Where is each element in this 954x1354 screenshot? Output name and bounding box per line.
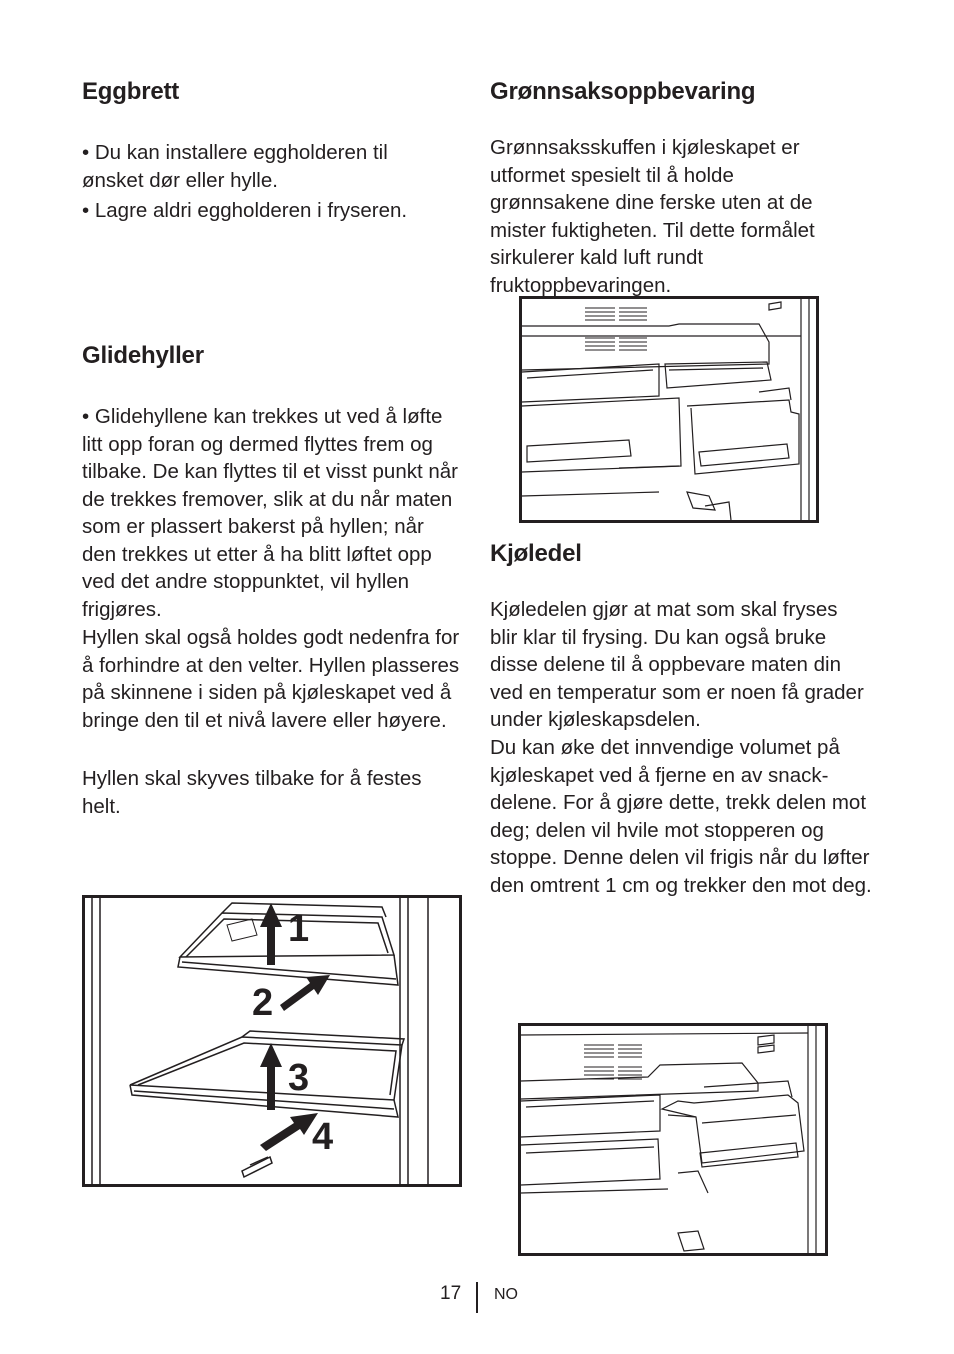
page-number: 17 <box>440 1283 462 1304</box>
kjoledel-paragraph-2: Du kan øke det innvendige volumet på kjøleskapet ved å fjerne en av snack-delene. For å gjøre dette, trekk delen mot deg; delen vil hvile mot stopperen og stoppe. Denne delen vil frigis når du løfter den omtrent 1 cm og trekker den mot deg. <box>490 736 872 897</box>
heading-eggbrett: Eggbrett <box>82 78 180 105</box>
kjoledel-paragraph-1: Kjøledelen gjør at mat som skal fryses blir klar til frysing. Du kan også bruke disse delene til å oppbevare maten din ved en temperatur som er noen få grader under kjøleskapsdelen. <box>490 598 864 731</box>
vegetable-crisper-illustration <box>519 296 819 523</box>
glidehyller-paragraph-3: Hyllen skal skyves tilbake for å festes helt. <box>82 767 422 818</box>
heading-kjoledel: Kjøledel <box>490 540 582 567</box>
shelf-figure-label-1: 1 <box>288 908 310 950</box>
eggbrett-bullet-1: • Du kan installere eggholderen til ønsket dør eller hylle. <box>82 141 388 192</box>
sliding-shelf-illustration <box>82 895 462 1187</box>
shelf-figure-label-2: 2 <box>252 982 274 1024</box>
glidehyller-paragraph-1: • Glidehyllene kan trekkes ut ved å løfte litt opp foran og dermed flyttes frem og tilbake. De kan flyttes til et visst punkt når de trekkes fremover, slik at du når maten som er plassert bakerst på hyllen; når den trekkes ut etter å ha blitt løftet opp ved det andre stoppunktet, vil hyllen frigjøres. <box>82 405 458 621</box>
shelf-figure-label-3: 3 <box>288 1057 310 1099</box>
gronnsak-paragraph: Grønnsaksskuffen i kjøleskapet er utformet spesielt til å holde grønnsakene dine ferske uten at de mister fuktigheten. Til dette formålet sirkulerer kald luft rundt fruktoppbevaringen. <box>490 136 815 297</box>
eggbrett-bullet-2: • Lagre aldri eggholderen i fryseren. <box>82 199 408 222</box>
chiller-drawer-illustration <box>518 1023 828 1256</box>
footer-divider <box>476 1282 478 1313</box>
shelf-figure-label-4: 4 <box>312 1116 334 1158</box>
heading-glidehyller: Glidehyller <box>82 342 204 369</box>
glidehyller-paragraph-2: Hyllen skal også holdes godt nedenfra for å forhindre at den velter. Hyllen plasseres på skinnene i siden på kjøleskapet ved å bringe den til et nivå lavere eller høyere. <box>82 626 460 732</box>
heading-gronnsaksoppbevaring: Grønnsaksoppbevaring <box>490 78 756 105</box>
language-code: NO <box>494 1286 518 1303</box>
